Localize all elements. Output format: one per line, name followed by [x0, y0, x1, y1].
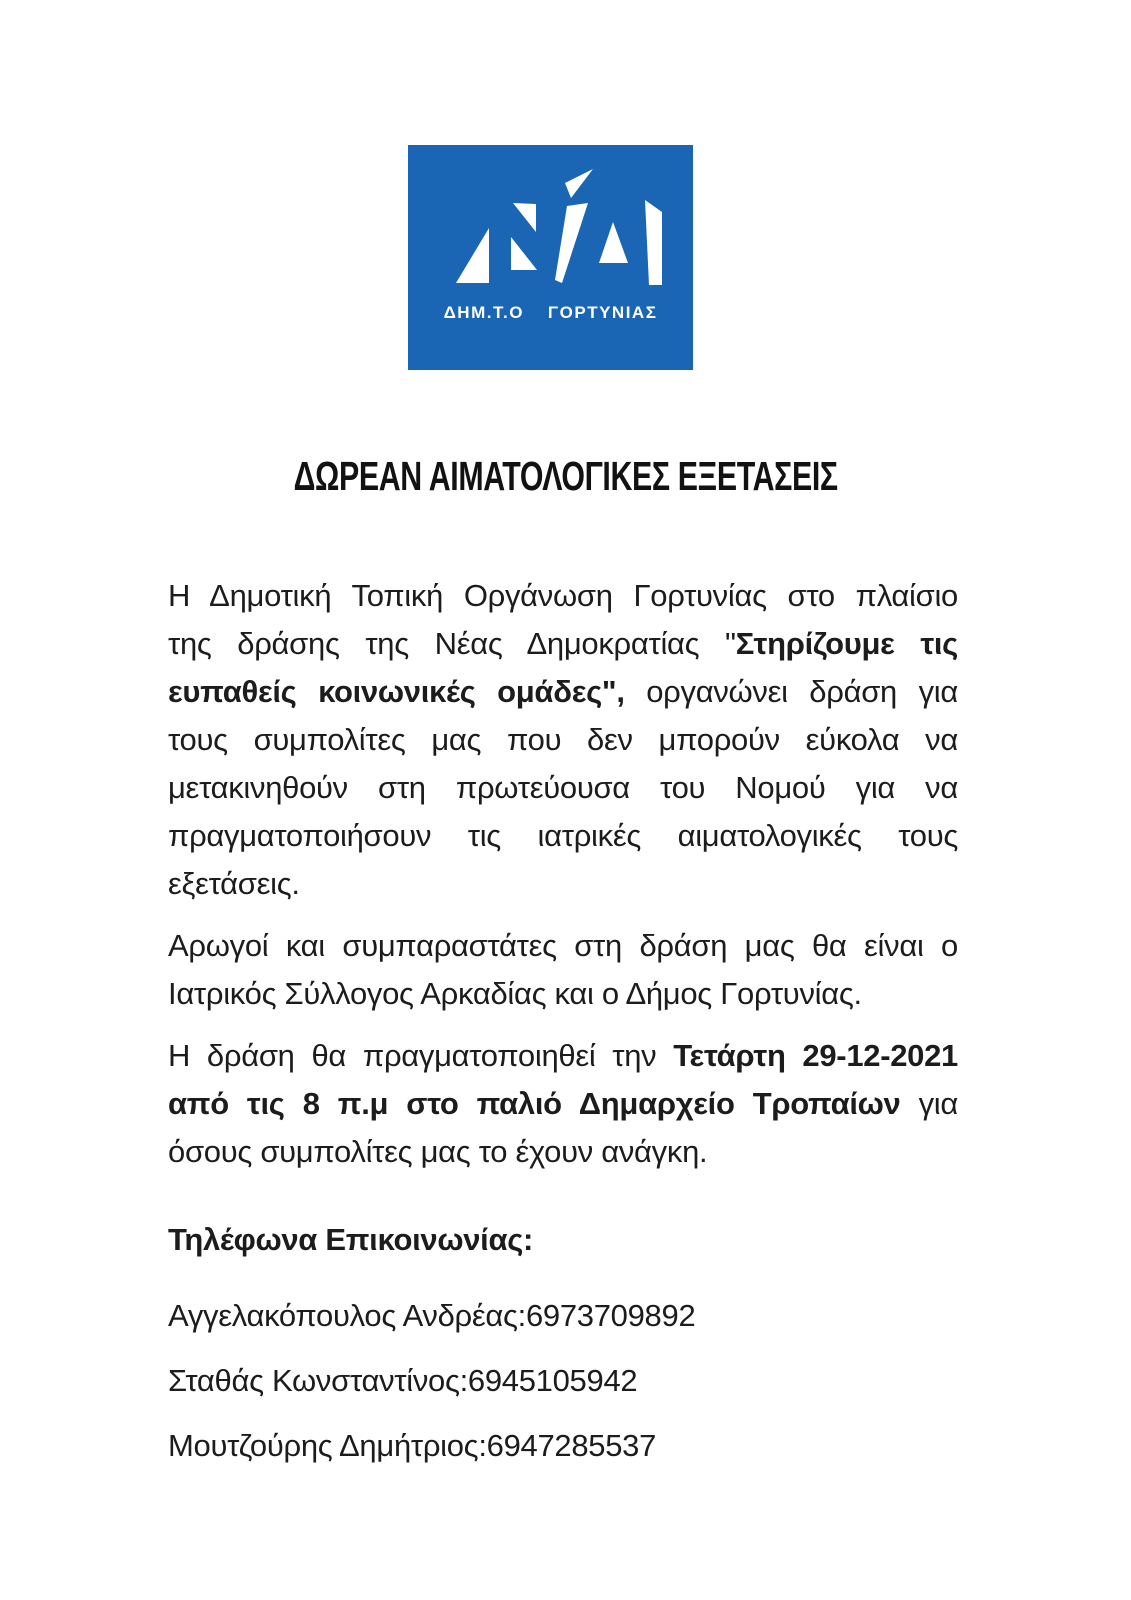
bold-text-segment: από τις 8 π.μ στο παλιό Δημαρχείο Τροπαίων: [168, 1086, 901, 1121]
paragraph-line: [168, 812, 958, 860]
body-text: [168, 572, 958, 1190]
contacts-header: Τηλέφωνα Επικοινωνίας:: [168, 1222, 534, 1257]
contacts-section: [168, 1218, 958, 1489]
text-segment: της δράσης της Νέας Δημοκρατίας ": [168, 626, 736, 661]
text-segment: Η δράση θα πραγματοποιηθεί την: [168, 1038, 674, 1073]
paragraph: [168, 572, 958, 908]
logo-caption-region: ΓΟΡΤΥΝΙΑΣ: [547, 303, 658, 322]
bold-text-segment: Στηρίζουμε τις: [735, 626, 959, 661]
paragraph-line: [168, 716, 958, 764]
text-segment: εξετάσεις.: [168, 866, 300, 901]
text-segment: τους συμπολίτες μας που δεν μπορούν εύκολα να: [168, 722, 958, 757]
paragraph-line: [168, 922, 958, 970]
contact-item: Αγγελακόπουλος Ανδρέας:6973709892: [168, 1298, 696, 1333]
paragraph-line: [168, 970, 958, 1018]
text-segment: πραγματοποιήσουν τις ιατρικές αιματολογικές τους: [168, 818, 958, 853]
paragraph-line: [168, 572, 958, 620]
paragraph-line: [168, 1032, 958, 1080]
text-segment: για: [900, 1086, 959, 1121]
logo-caption-org: ΔΗΜ.Τ.Ο: [443, 303, 524, 322]
nea-dimokratia-logo: [408, 145, 693, 370]
text-segment: Αρωγοί και συμπαραστάτες στη δράση μας θα είναι ο: [168, 928, 958, 963]
paragraph-line: [168, 764, 958, 812]
paragraph: [168, 1032, 958, 1176]
bold-text-segment: ευπαθείς κοινωνικές ομάδες",: [168, 674, 625, 709]
paragraph-line: [168, 860, 958, 908]
contact-item: Σταθάς Κωνσταντίνος:6945105942: [168, 1363, 638, 1398]
bold-text-segment: Τετάρτη 29-12-2021: [673, 1038, 958, 1073]
text-segment: οργανώνει δράση για: [624, 674, 958, 709]
paragraph-line: [168, 1128, 958, 1176]
paragraph-line: [168, 1080, 958, 1128]
paragraph-line: [168, 668, 958, 716]
nea-dimokratia-logo-icon: [453, 168, 665, 286]
contact-item: Μουτζούρης Δημήτριος:6947285537: [168, 1428, 657, 1463]
text-segment: μετακινηθούν στη πρωτεύουσα του Νομού για να: [168, 770, 958, 805]
paragraph-line: [168, 620, 958, 668]
document-title: ΔΩΡΕΑΝ ΑΙΜΑΤΟΛΟΓΙΚΕΣ ΕΞΕΤΑΣΕΙΣ: [293, 453, 838, 499]
title-row: [0, 453, 1131, 500]
paragraph: [168, 922, 958, 1018]
text-segment: Η Δημοτική Τοπική Οργάνωση Γορτυνίας στο πλαίσιο: [168, 578, 958, 613]
text-segment: όσους συμπολίτες μας το έχουν ανάγκη.: [168, 1134, 708, 1169]
logo-caption: [408, 303, 693, 323]
text-segment: Ιατρικός Σύλλογος Αρκαδίας και ο Δήμος Γορτυνίας.: [168, 976, 862, 1011]
